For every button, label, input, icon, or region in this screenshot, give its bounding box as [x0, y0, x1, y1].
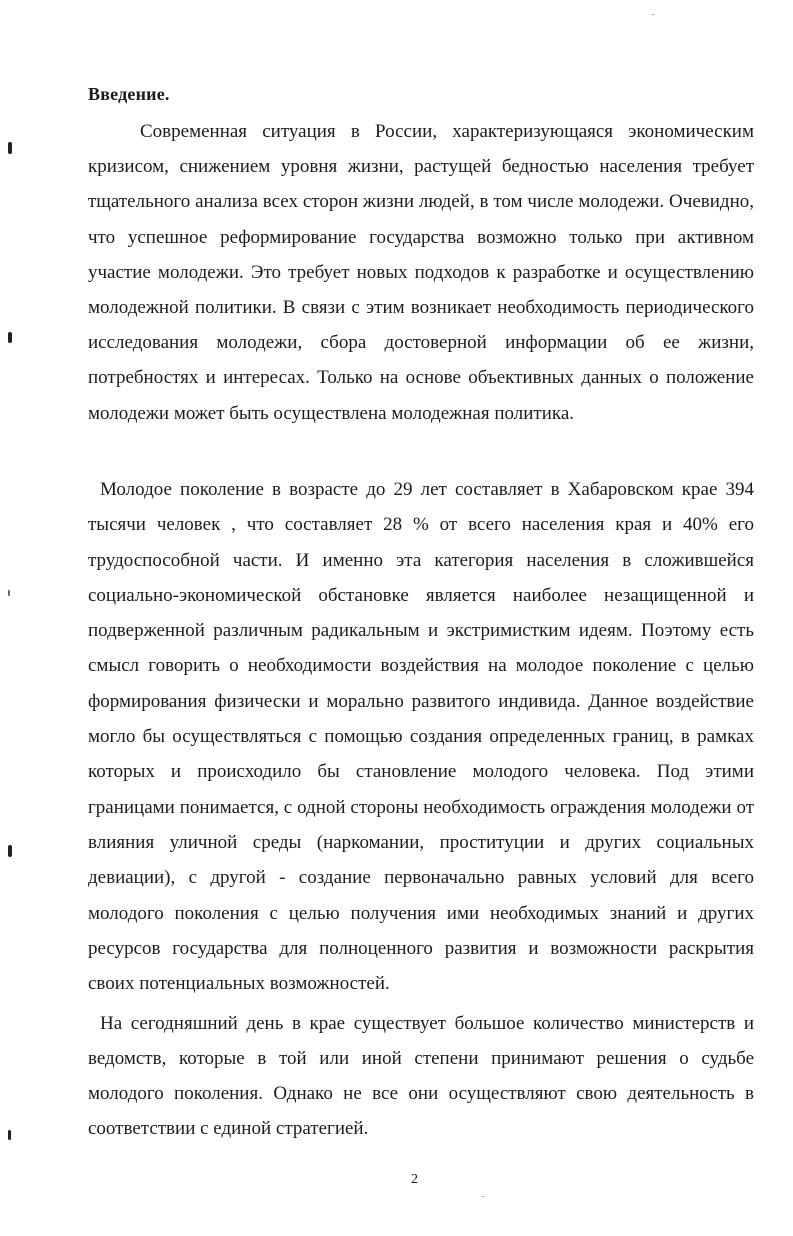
scan-binding-mark	[8, 142, 12, 154]
scan-speck	[652, 14, 654, 15]
paragraph-1: Современная ситуация в России, характеризующаяся экономическим кризисом, снижением уровня жизни, растущей бедностью населения требует тщательного анализа всех сторон жизни людей, в том числе молодежи. Очевидно, что успешное реформирование государства возможно только при активном участие молодежи. Это требует новых подходов к разработке и осуществлению молодежной политики. В связи с этим возникает необходимость периодического исследования молодежи, сбора достоверной информации об ее жизни, потребностях и интересах. Только на основе объективных данных о положение молодежи может быть осуществлена молодежная политика.	[88, 121, 754, 424]
scan-speck	[482, 1196, 484, 1197]
page-number: 2	[411, 1172, 418, 1187]
scan-binding-mark	[8, 590, 10, 596]
paragraph-2: Молодое поколение в возрасте до 29 лет составляет в Хабаровском крае 394 тысячи человек , что составляет 28 % от всего населения края и 40% его трудоспособной части. И именно эта категория населения в сложившейся социально-экономической обстановке является наиболее незащищенной и подверженной различным радикальным и экстримистким идеям. Поэтому есть смысл говорить о необходимости воздействия на молодое поколение с целью формирования физически и морально развитого индивида. Данное воздействие могло бы осуществляться с помощью создания определенных границ, в рамках которых и происходило бы становление молодого человека. Под этими границами понимается, с одной стороны необходимость ограждения молодежи от влияния уличной среды (наркомании, проституции и других социальных девиации), с другой - создание первоначально равных условий для всего молодого поколения с целью получения ими необходимых знаний и других ресурсов государства для полноценного развития и возможности раскрытия своих потенциальных возможностей.	[88, 479, 754, 995]
scan-binding-mark	[8, 1130, 11, 1140]
scan-binding-mark	[8, 332, 12, 343]
scan-binding-mark	[8, 845, 12, 857]
section-heading: Введение.	[88, 84, 170, 104]
paragraph-3: На сегодняшний день в крае существует большое количество министерств и ведомств, которые в той или иной степени принимают решения о судьбе молодого поколения. Однако не все они осуществляют свою деятельность в соответствии с единой стратегией.	[88, 1013, 754, 1140]
